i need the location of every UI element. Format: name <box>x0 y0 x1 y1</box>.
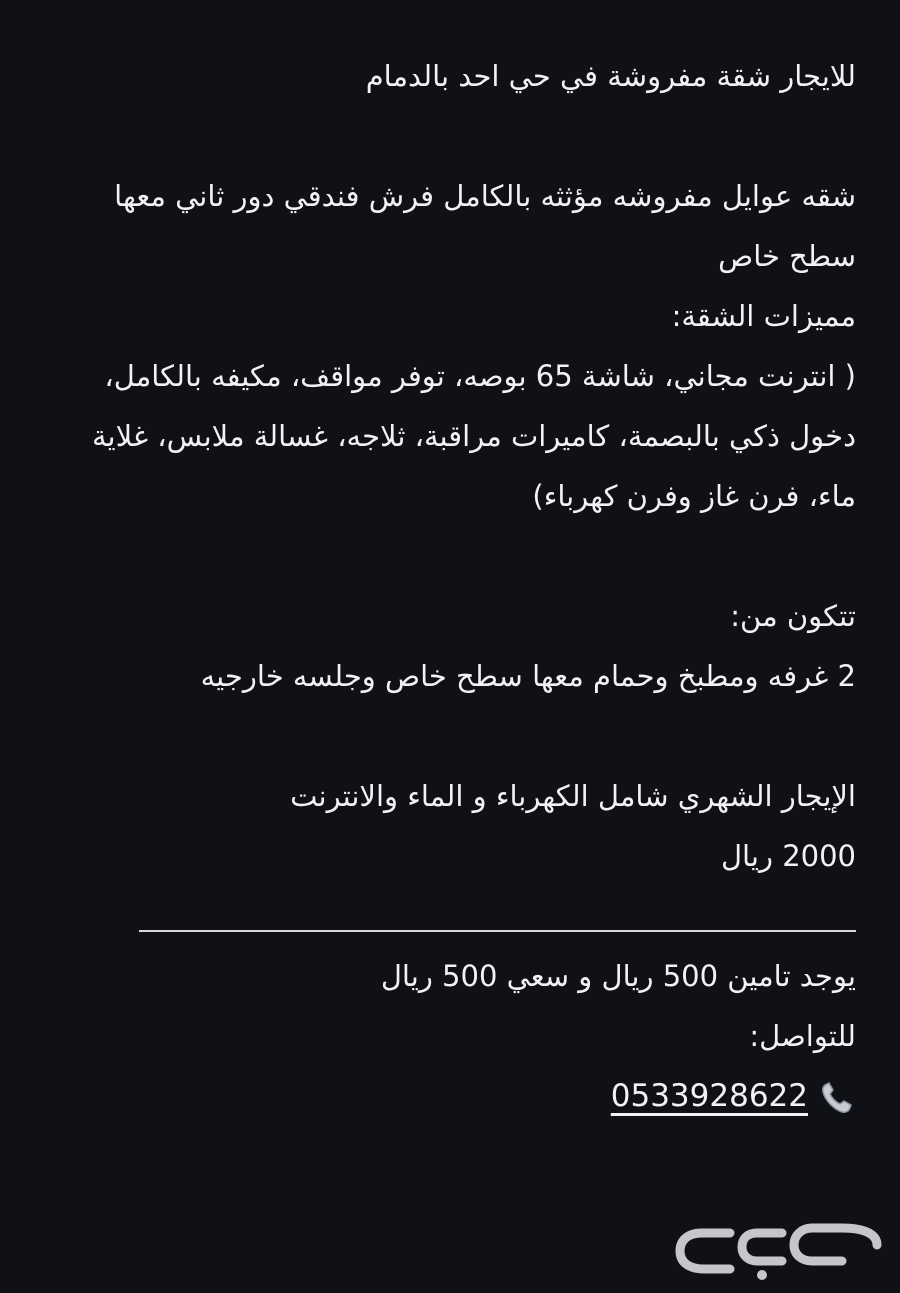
post-title: للايجار شقة مفروشة في حي احد بالدمام <box>365 59 856 93</box>
rent-text: الإيجار الشهري شامل الكهرباء و الماء والانترنت <box>290 779 856 813</box>
deposit-text: يوجد تامين 500 ريال و سعي 500 ريال <box>380 959 856 993</box>
composition-heading: تتكون من: <box>730 599 856 633</box>
rent-amount: 2000 ريال <box>720 839 856 873</box>
spacer <box>44 106 856 166</box>
features-line: دخول ذكي بالبصمة، كاميرات مراقبة، ثلاجه، غسالة ملابس، غلاية <box>91 419 856 453</box>
features-line: ماء، فرن غاز وفرن كهرباء) <box>532 479 856 513</box>
phone-number-link[interactable]: 0533928622 <box>610 1078 808 1114</box>
description-line: سطح خاص <box>718 239 856 273</box>
haraj-logo-watermark <box>662 1213 892 1283</box>
features-line: ( انترنت مجاني، شاشة 65 بوصه، توفر مواقف، مكيفه بالكامل، <box>104 359 856 393</box>
contact-section <box>44 946 856 1126</box>
post-body <box>44 46 856 886</box>
composition-text: 2 غرفه ومطبخ وحمام معها سطح خاص وجلسه خارجيه <box>200 659 856 693</box>
divider <box>139 930 856 932</box>
description-line: شقه عوايل مفروشه مؤثثه بالكامل فرش فندقي دور ثاني معها <box>114 179 856 213</box>
phone-row <box>44 1066 856 1126</box>
spacer <box>44 526 856 586</box>
features-heading: مميزات الشقة: <box>671 299 856 333</box>
spacer <box>44 706 856 766</box>
telephone-receiver-icon <box>818 1077 856 1115</box>
contact-heading: للتواصل: <box>749 1019 856 1053</box>
